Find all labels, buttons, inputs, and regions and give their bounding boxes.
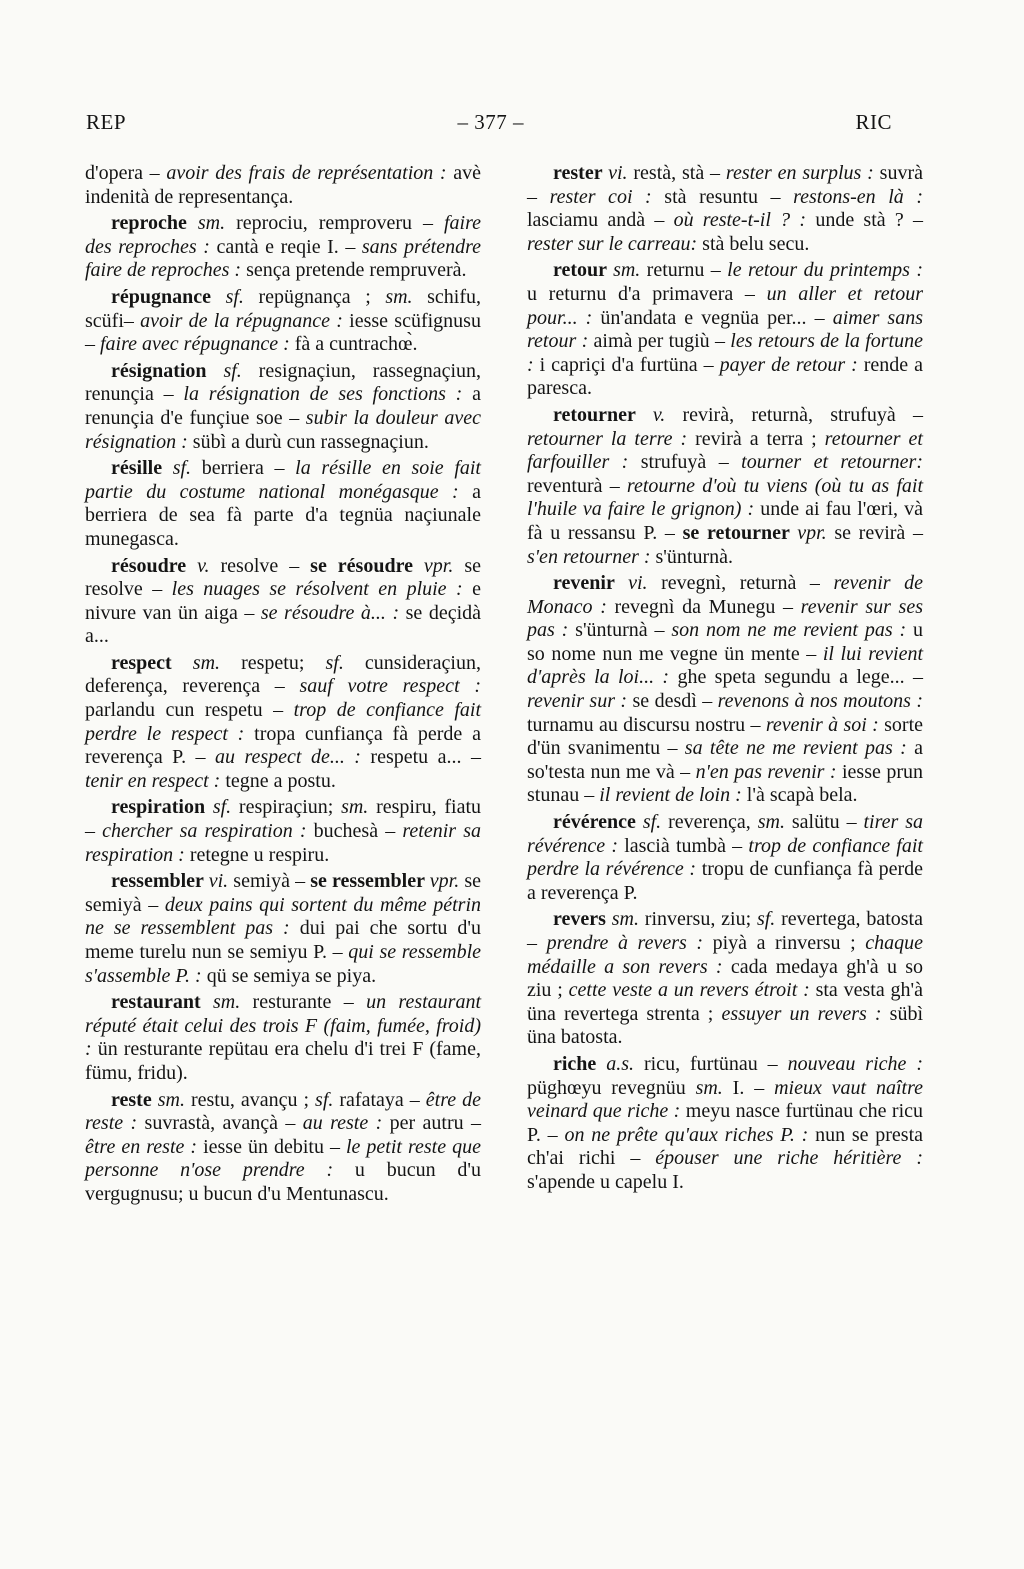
roman-text: se semiyà – (85, 870, 482, 916)
headword: se retourner (682, 521, 798, 544)
italic-text: vpr. (797, 521, 835, 544)
headword: résignation (111, 359, 224, 382)
italic-text: les retours de la fortune : (527, 330, 923, 376)
roman-text: sübì a durù cun rassegnaçiun. (192, 430, 429, 453)
headword: révérence (553, 811, 643, 834)
roman-text: iesse ün debitu – (203, 1135, 346, 1158)
dictionary-entry (85, 870, 481, 988)
italic-text: nouveau riche : (787, 1052, 923, 1075)
roman-text: d'opera – (85, 162, 167, 184)
italic-text: où reste-t-il ? : (673, 209, 816, 232)
headword: retourner (553, 403, 653, 426)
headword: respect (111, 651, 193, 674)
roman-text: respiraçiun; (238, 796, 342, 819)
left-column (85, 162, 481, 1210)
roman-text: unde stà ? – (815, 209, 923, 232)
italic-text: sm. (695, 1076, 733, 1099)
italic-text: il lui revient d'après la loi... : (527, 642, 923, 689)
italic-text: retenir sa respiration : (85, 820, 481, 866)
dictionary-entry (85, 991, 481, 1085)
headword: résille (111, 457, 173, 480)
italic-text: payer de retour : (719, 353, 864, 376)
headword: se résoudre (310, 554, 424, 577)
italic-text: le petit reste que personne n'ose prendre : (85, 1135, 481, 1182)
roman-text: strufuyà – (640, 451, 742, 474)
roman-text: revirà a terra ; (695, 427, 825, 450)
italic-text: v. (652, 403, 683, 426)
roman-text: püghœyu revegnüu (527, 1076, 696, 1099)
roman-text: per autru – (389, 1112, 482, 1135)
italic-text: faire avec répugnance : (100, 333, 295, 356)
italic-text: subir la douleur avec résignation : (85, 406, 481, 453)
roman-text: nun se presta ch'ai richi – (527, 1123, 923, 1170)
headword: résoudre (111, 554, 198, 577)
roman-text: stà resuntu – (664, 185, 794, 208)
italic-text: revenir à soi : (765, 713, 885, 736)
headword: revers (553, 908, 612, 931)
headword: revenir (553, 572, 629, 595)
italic-text: sf. (225, 285, 259, 308)
roman-text: rafataya – (339, 1088, 426, 1111)
roman-text: s'ünturnà – (575, 619, 672, 642)
italic-text: v. (197, 554, 221, 577)
italic-text: faire des reproches : (85, 212, 481, 258)
roman-text: u returnu d'a primavera – (527, 282, 767, 305)
roman-text: suvrastà, avançà – (144, 1112, 303, 1135)
right-column (527, 162, 923, 1210)
roman-text: retegne u respiru. (189, 843, 330, 866)
dictionary-entry (527, 404, 923, 569)
roman-text: ricu, furtünau – (643, 1052, 788, 1075)
roman-text: iesse prun stunau – (527, 760, 923, 807)
roman-text: se deçidà a... (85, 601, 482, 648)
italic-text: aimer sans retour : (527, 306, 923, 353)
dictionary-entry (527, 1053, 923, 1195)
roman-text: ghe speta segundu a lege... – (677, 666, 923, 689)
italic-text: sf. (212, 796, 239, 819)
roman-text: resignaçiun, rassegnaçiun, renunçia – (85, 359, 482, 406)
roman-text: a so'testa nun me và – (527, 737, 924, 783)
roman-text: fà a cuntrachœ̀. (294, 333, 418, 356)
roman-text: I. – (732, 1076, 775, 1099)
italic-text: revenons à nos moutons : (717, 690, 923, 713)
italic-text: qui se ressemble s'assemble P. : (85, 941, 481, 987)
italic-text: vi. (608, 162, 634, 184)
italic-text: son nom ne me revient pas : (671, 619, 913, 642)
italic-text: être en reste : (85, 1135, 204, 1158)
roman-text: revertega, batosta – (527, 908, 923, 954)
italic-text: mieux vaut naître veinard que riche : (527, 1076, 923, 1123)
roman-text: s'apende u capelu I. (527, 1170, 684, 1193)
roman-text: berriera – (201, 457, 296, 480)
italic-text: tenir en respect : (85, 769, 226, 792)
headword: riche (553, 1052, 607, 1075)
roman-text: sorte d'ün svanimentu – (527, 713, 924, 760)
headword: reproche (111, 212, 198, 235)
italic-text: rester en surplus : (725, 162, 880, 184)
roman-text: se revirà – (834, 521, 923, 544)
roman-text: cunsideraçiun, deferença, reverença – (85, 651, 481, 698)
roman-text: sença pretende rempruverà. (246, 259, 467, 282)
roman-text: stà belu secu. (702, 232, 810, 255)
dictionary-entry (527, 162, 923, 256)
header-guide-word-left: REP (86, 110, 127, 134)
roman-text: reventurà – (527, 474, 627, 497)
roman-text: aimà per tugiù – (593, 330, 731, 353)
roman-text: ün'andata e vegnüa per... – (600, 306, 833, 329)
italic-text: sf. (756, 908, 782, 931)
roman-text: schifu, scüfi– (85, 285, 481, 332)
italic-text: un aller et retour pour... : (527, 282, 923, 329)
italic-text: se résoudre à... : (260, 601, 406, 624)
italic-text: au respect de... : (215, 746, 371, 769)
headword: retour (553, 259, 614, 282)
roman-text: a berriera de sea fà parte d'a tegnüa naçiunale munegasca. (85, 480, 481, 550)
roman-text: ün resturante repütau era chelu d'i trei F (fame, fümu, fridu). (85, 1038, 481, 1084)
headword: ressembler (111, 870, 209, 893)
italic-text: vpr. (423, 554, 465, 577)
italic-text: la résille en soie fait partie du costume national monégasque : (85, 457, 481, 503)
italic-text: sf. (315, 1088, 340, 1111)
dictionary-entry (85, 555, 481, 649)
roman-text: resolve – (220, 554, 311, 577)
dictionary-entry (85, 652, 481, 794)
roman-text: iesse scüfignusu – (85, 309, 481, 356)
italic-text: sa tête ne me revient pas : (684, 737, 915, 760)
roman-text: l'à scapà bela. (746, 784, 858, 807)
roman-text: repügnança ; (258, 285, 386, 308)
page-header (86, 110, 892, 135)
roman-text: sta vesta gh'à üna revertega strenta ; (527, 979, 924, 1025)
roman-text: respetu; (241, 651, 326, 674)
italic-text: trop de confiance fait perdre la révérence : (527, 834, 923, 881)
roman-text: lasciamu andà – (527, 209, 674, 232)
roman-text: piyà a rinversu ; (712, 932, 866, 954)
roman-text: restà, stà – (633, 162, 726, 184)
roman-text: turnamu au discursu nostru – (527, 713, 766, 736)
roman-text: rende a paresca. (527, 353, 923, 400)
italic-text: deux pains qui sortent du même pétrin ne se ressemblent pas : (85, 893, 482, 940)
italic-text: chercher sa respiration : (102, 820, 314, 843)
roman-text: rinversu, ziu; (644, 908, 757, 931)
page-number: – 377 – (457, 110, 524, 134)
italic-text: vi. (628, 572, 662, 595)
italic-text: cette veste a un revers étroit : (568, 979, 816, 1002)
roman-text: revirà, returnà, strufuyà – (682, 403, 923, 426)
roman-text: reverença, (668, 811, 758, 834)
roman-text: meyu nasce furtünau che ricu P. – (527, 1100, 923, 1146)
roman-text: revegnì da Munegu – (614, 595, 801, 618)
roman-text: salütu – (791, 811, 864, 834)
roman-text: restu, avançu ; (190, 1088, 316, 1111)
italic-text: sm. (212, 991, 253, 1014)
header-guide-word-right: RIC (855, 110, 892, 134)
roman-text: s'ünturnà. (655, 545, 733, 568)
roman-text: i capriçi d'a furtüna – (539, 353, 720, 376)
roman-text: revegnì, returnà – (661, 572, 834, 595)
italic-text: il revient de loin : (599, 784, 747, 807)
italic-text: tirer sa révérence : (527, 811, 923, 857)
italic-text: chaque médaille a son revers : (527, 932, 924, 978)
roman-text: a renunçia d'e funçiue soe – (85, 383, 481, 429)
italic-text: revenir sur ses pas : (527, 595, 923, 642)
italic-text: rester sur le carreau: (527, 232, 703, 255)
italic-text: rester coi : (549, 185, 665, 208)
italic-text: on ne prête qu'aux riches P. : (564, 1123, 816, 1146)
italic-text: sm. (385, 285, 428, 308)
roman-text: resturante – (252, 991, 367, 1014)
roman-text: respetu a... – (370, 746, 481, 769)
italic-text: sf. (172, 457, 202, 480)
italic-text: trop de confiance fait perdre le respect : (85, 699, 481, 745)
headword: répugnance (111, 285, 226, 308)
italic-text: sans prétendre faire de reproches : (85, 235, 481, 282)
italic-text: retourner et farfouiller : (527, 427, 923, 474)
italic-text: vpr. (429, 870, 465, 893)
headword: reste (111, 1088, 158, 1111)
dictionary-entry (527, 259, 923, 401)
italic-text: restons-en là : (793, 185, 924, 208)
text-columns (85, 162, 923, 1210)
roman-text: reprociu, remproveru – (236, 212, 444, 235)
dictionary-entry (527, 572, 923, 808)
roman-text: se desdì – (632, 690, 718, 713)
roman-text: e nivure van ün aiga – (85, 578, 481, 624)
italic-text: tourner et retourner: (741, 451, 924, 474)
headword: respiration (111, 796, 213, 819)
italic-text: essuyer un revers : (721, 1002, 890, 1025)
dictionary-entry (85, 1089, 481, 1207)
roman-text: se resolve – (85, 554, 481, 601)
italic-text: les nuages se résolvent en pluie : (171, 578, 473, 601)
italic-text: la résignation de ses fonctions : (183, 383, 473, 406)
roman-text: semiyà – (233, 870, 311, 893)
roman-text: tegne a postu. (225, 769, 336, 792)
headword: rester (553, 162, 609, 184)
roman-text: tropu de cunfiança fà perde a reverença P. (527, 858, 923, 904)
roman-text: cada medaya gh'à u so ziu ; (527, 955, 923, 1002)
roman-text: u bucun d'u vergugnusu; u bucun d'u Mentunascu. (85, 1159, 481, 1205)
roman-text: dui pai che sortu d'u meme turelu nun se semiyu P. – (85, 917, 481, 963)
roman-text: u so nome nun me vegne ün mente – (527, 619, 923, 665)
italic-text: sm. (341, 796, 377, 819)
italic-text: avoir des frais de représentation : (166, 162, 454, 184)
dictionary-entry (85, 360, 481, 454)
roman-text: suvrà – (527, 162, 923, 208)
italic-text: a.s. (606, 1052, 644, 1075)
italic-text: sm. (192, 651, 242, 674)
italic-text: sf. (223, 359, 259, 382)
dictionary-entry (85, 162, 481, 209)
italic-text: sm. (613, 259, 647, 282)
italic-text: retourne d'où tu viens (où tu as fait l'huile va faire le grignon) : (527, 474, 923, 521)
italic-text: le retour du printemps : (727, 259, 923, 282)
roman-text: lascià tumbà – (624, 834, 749, 857)
italic-text: sm. (197, 212, 237, 235)
italic-text: sm. (611, 908, 645, 931)
dictionary-entry (85, 796, 481, 867)
italic-text: sauf votre respect : (299, 675, 481, 698)
roman-text: buchesà – (313, 820, 403, 843)
dictionary-entry (85, 286, 481, 357)
italic-text: être de reste : (85, 1088, 481, 1135)
roman-text: tropa cunfiança fà perde a reverença P. – (85, 722, 481, 769)
italic-text: sm. (157, 1088, 191, 1111)
roman-text: sübì üna batosta. (527, 1002, 923, 1049)
dictionary-entry (85, 212, 481, 283)
italic-text: retourner la terre : (527, 427, 696, 450)
italic-text: sf. (642, 811, 669, 834)
roman-text: returnu – (646, 259, 728, 282)
italic-text: revenir de Monaco : (527, 572, 924, 618)
italic-text: au reste : (302, 1112, 390, 1135)
italic-text: prendre à revers : (546, 932, 713, 954)
headword: se ressembler (310, 870, 430, 893)
italic-text: avoir de la répugnance : (140, 309, 350, 332)
roman-text: parlandu cun respetu – (85, 699, 294, 722)
italic-text: revenir sur : (527, 690, 633, 713)
italic-text: vi. (208, 870, 234, 893)
roman-text: unde ai fau l'œri, và fà u ressansu P. – (527, 498, 923, 544)
roman-text: qü se semiya se piya. (206, 964, 377, 987)
italic-text: épouser une riche héritière : (655, 1147, 923, 1170)
roman-text: respiru, fiatu – (85, 796, 481, 843)
roman-text: avè indenità de representança. (85, 162, 481, 208)
italic-text: sf. (325, 651, 365, 674)
italic-text: sm. (757, 811, 792, 834)
dictionary-entry (85, 457, 481, 551)
italic-text: n'en pas revenir : (695, 760, 842, 783)
roman-text: cantà e reqie I. – (216, 235, 362, 258)
italic-text: un restaurant réputé était celui des trois F (faim, fumée, froid) : (85, 991, 481, 1061)
dictionary-entry (527, 908, 923, 1050)
italic-text: s'en retourner : (527, 545, 656, 568)
dictionary-entry (527, 811, 923, 905)
headword: restaurant (111, 991, 213, 1014)
